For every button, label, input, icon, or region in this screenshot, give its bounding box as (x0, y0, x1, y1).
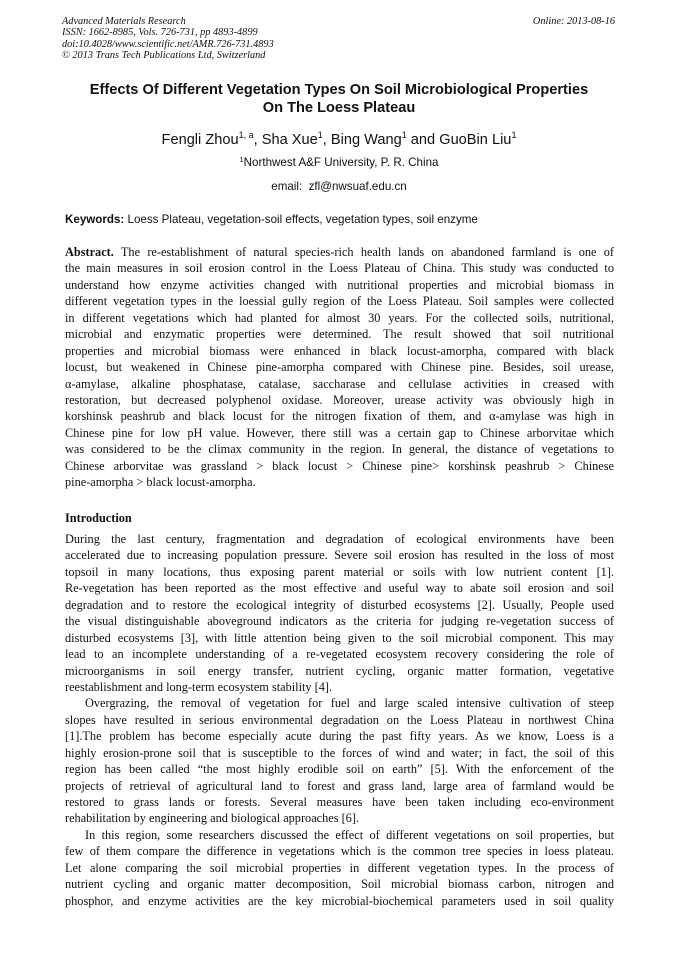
author-sep: , (253, 132, 262, 148)
intro-line: rehabilitation by engineering and biological approaches [6]. (65, 811, 359, 826)
abstract-line: pine-amorpha > black locust-amorpha. (65, 475, 256, 490)
abstract-line: restoration, but decreased polyphenol oxidase. Moreover, urease activity was obviously high in (65, 392, 614, 407)
abstract-line: the main measures in soil erosion control in the Loess Plateau of China. This study was conducted to (65, 261, 614, 276)
abstract-line: microbial and enzymatic properties were determined. The result showed that soil nutritional (65, 327, 614, 342)
intro-line: restored to grass lands or forests. Several measures have been taken including eco-environment (65, 795, 614, 809)
abstract-line: Chinese arborvitae was grassland > black locust > Chinese pine> korshinsk peashrub > Chinese (65, 458, 614, 473)
journal-name: Advanced Materials Research (62, 16, 186, 27)
author-name: Fengli Zhou (161, 132, 239, 148)
abstract-line: in different vegetations which had planted for almost 30 years. For the collected soils, nutritional, (65, 310, 614, 325)
abstract-line: was considered to be the climax community in the region. In general, the distance of vegetations to (65, 442, 614, 457)
author-name: Bing Wang (330, 132, 402, 148)
title-line-1: Effects Of Different Vegetation Types On Soil Microbiological Properties (89, 82, 589, 98)
intro-line: region has been called “the most highly erodible soil on earth” [5]. With the enforcement of the (65, 762, 614, 777)
affiliation (40, 156, 638, 170)
copyright-line: © 2013 Trans Tech Publications Ltd, Switzerland (62, 50, 266, 62)
abstract-line: Chinese pine for low pH value. However, there still was a certain gap to Chinese arborvitae which (65, 425, 614, 440)
author-name: GuoBin Liu (439, 132, 512, 148)
abstract-line: Abstract. The re-establishment of natural species-rich health lands on abandoned farmland is one of (65, 245, 614, 259)
abstract-line: locust, but weakened in Chinese pine-amorpha compared with Chinese pine. Besides, soil urease, (65, 360, 614, 375)
intro-line: [1].The problem has become especially acute during the past fifty years. As we know, Loess is a (65, 729, 614, 744)
intro-line: In this region, some researchers discussed the effect of different vegetations on soil properties, but (85, 827, 614, 842)
journal-header (62, 16, 274, 62)
author-list (40, 131, 638, 149)
doi-line: doi:10.4028/www.scientific.net/AMR.726-731.4893 (62, 38, 274, 50)
introduction-body (65, 531, 614, 909)
intro-line: Let alone comparing the soil microbial properties in different vegetation types. In the process of (65, 860, 614, 875)
keywords (65, 213, 478, 227)
intro-line: degradation and to restore the ecological integrity of disturbed ecosystems [2]. Usually, People used (65, 597, 614, 612)
abstract-line: korshinsk peashrub and black locust for the nitrogen fixation of them, and α-amylase was high in (65, 409, 614, 424)
author-affil-mark: 1 (511, 130, 517, 140)
intro-line: Overgrazing, the removal of vegetation for fuel and large scaled intensive cultivation of steep (85, 696, 614, 711)
intro-line: few of them compare the difference in vegetations which is the common tree species in loess plateau. (65, 844, 614, 859)
intro-line: accelerated due to increasing population pressure. Severe soil erosion has resulted in the loss of most (65, 548, 614, 563)
intro-line: lead to an incomplete understanding of a re-vegetated ecosystem recovery considering the role of (65, 647, 614, 662)
intro-line: microorganisms in soil energy transfer, nutrient cycling, organic matter formation, vegetative (65, 663, 614, 678)
intro-line: nutrient cycling and organic matter decomposition, Soil microbial biomass carbon, nitrogen and (65, 877, 614, 892)
intro-line: the visual distinguishable aboveground indicators as the criteria for judging re-vegetation success of (65, 614, 614, 629)
abstract-line: different vegetation types in the loessial gully region of the Loess Plateau. Soil samples were collected (65, 294, 614, 309)
online-date: Online: 2013-08-16 (532, 16, 615, 27)
intro-line: highly erosion-prone soil that is susceptible to the forces of wind and water; in fact, the soil of this (65, 745, 614, 760)
abstract-line: α-amylase, alkaline phosphatase, catalase, saccharase and cellulase activities in creased with (65, 376, 614, 391)
keywords-label: Keywords: (65, 213, 125, 226)
section-heading-introduction: Introduction (65, 511, 132, 525)
affiliation-text: Northwest A&F University, P. R. China (243, 156, 439, 169)
author-affil-mark: 1, a (238, 130, 254, 140)
intro-line: projects of retrieval of agricultural land to forest and grass land, large area of farmland would be (65, 778, 614, 793)
abstract (65, 244, 614, 491)
author-affil-mark: 1 (317, 130, 323, 140)
keywords-text: Loess Plateau, vegetation-soil effects, vegetation types, soil enzyme (124, 213, 478, 226)
issn-line: ISSN: 1662-8985, Vols. 726-731, pp 4893-4899 (62, 27, 258, 39)
author-name: Sha Xue (261, 132, 318, 148)
intro-line: slopes have resulted in serious environmental degradation on the Loess Plateau in northwest China (65, 712, 614, 727)
author-affil-mark: 1 (401, 130, 407, 140)
intro-line: phosphor, and enzyme activities are the key microbial-biochemical parameters used in soil quality (65, 893, 614, 908)
author-sep: , (322, 132, 331, 148)
abstract-line: properties and microbial biomass were enhanced in black locust-amorpha, compared with black (65, 343, 614, 358)
paper-title (40, 82, 638, 117)
intro-line: topsoil in many locations, thus exposing parent material or soils with low nutrient content [1]. (65, 564, 614, 579)
intro-line: Re-vegetation has been reported as the most effective and useful way to abate soil erosion and soil (65, 581, 614, 596)
author-email: email: zfl@nwsuaf.edu.cn (271, 180, 407, 193)
intro-line: reestablishment and long-term ecosystem stability [4]. (65, 679, 333, 694)
author-and: and (406, 132, 440, 148)
title-line-2: On The Loess Plateau (262, 99, 416, 116)
intro-line: disturbed ecosystems [3], with little attention being given to the soil microbial component. This may (65, 630, 614, 645)
abstract-label: Abstract. (65, 245, 114, 259)
intro-line: During the last century, fragmentation and degradation of ecological environments have been (65, 532, 614, 546)
abstract-line: understand how enzyme activities changed with nutritional properties and microbial biomass in (65, 277, 614, 292)
affiliation-mark: 1 (239, 155, 244, 164)
